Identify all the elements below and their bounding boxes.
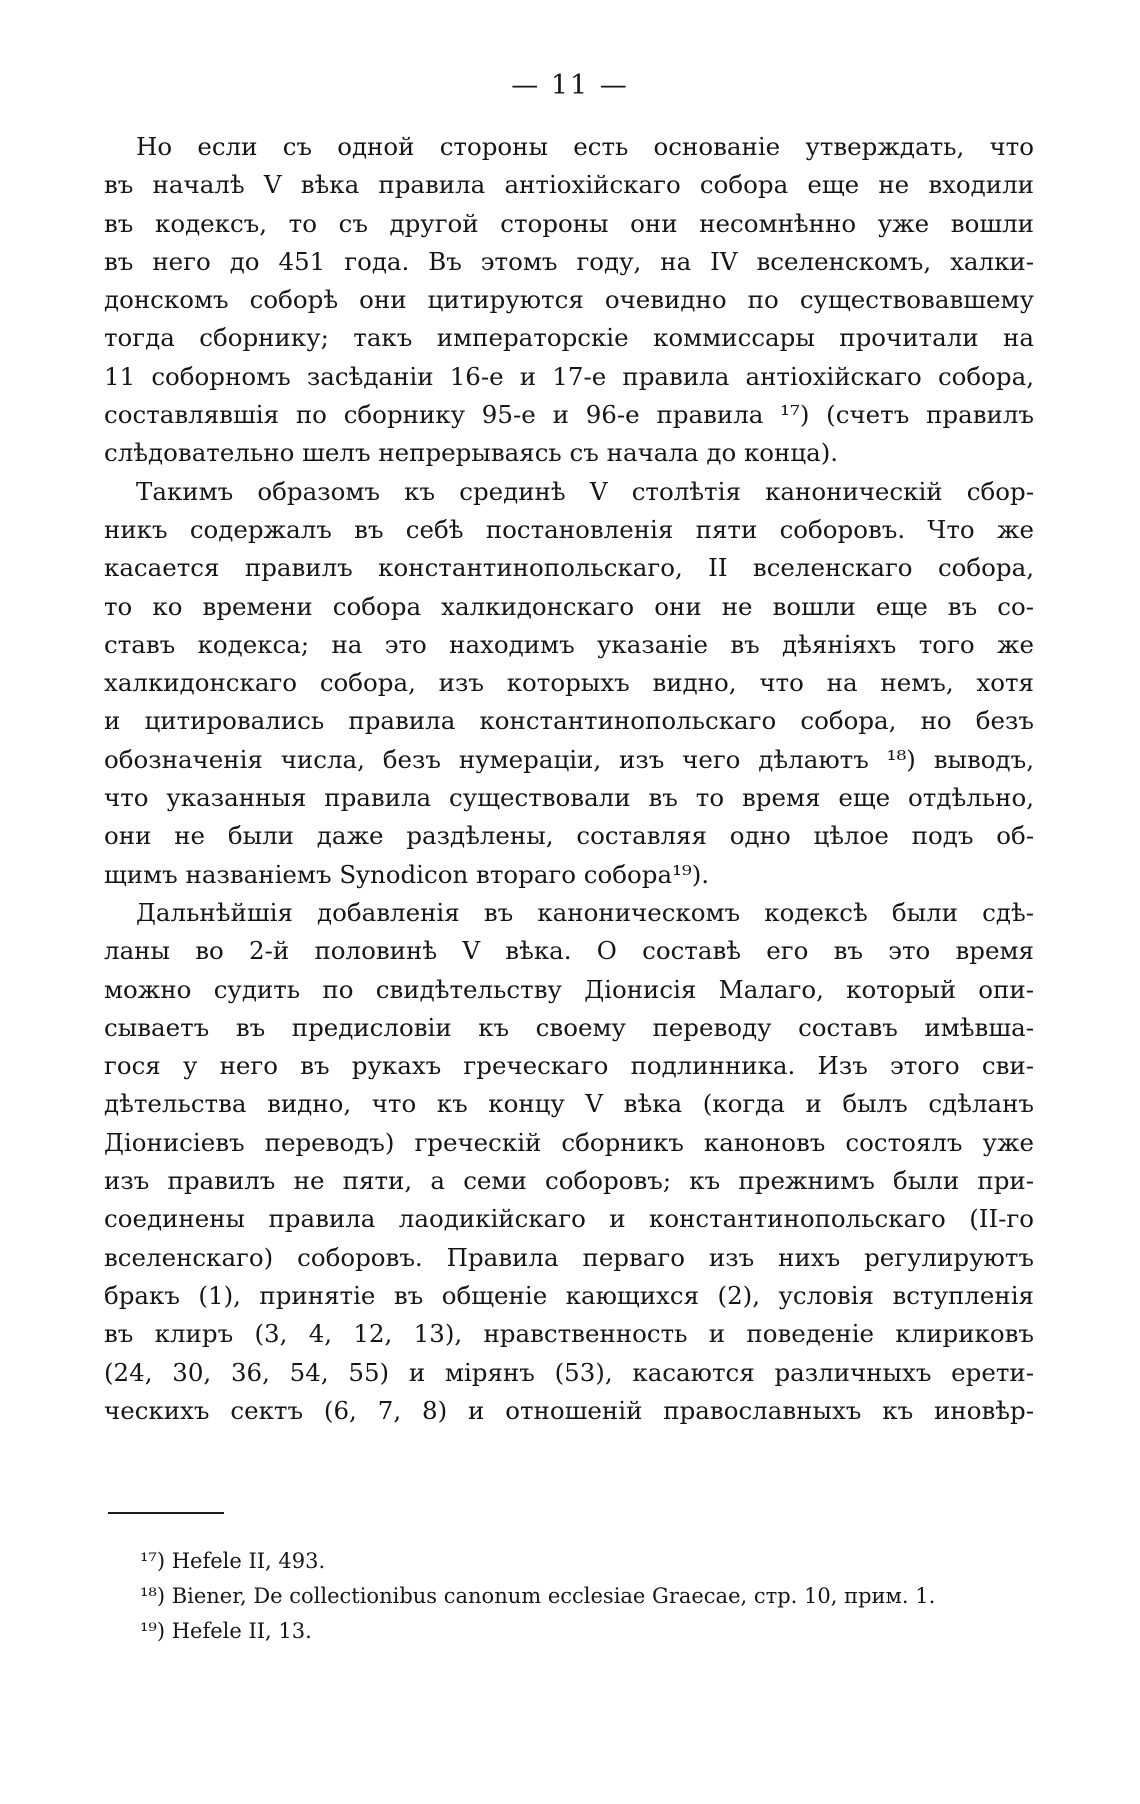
paragraph-3 bbox=[104, 894, 1034, 1430]
text-line: дѣтельства видно, что къ концу V вѣка (когда и былъ сдѣланъ bbox=[104, 1089, 1034, 1119]
text-line: сываетъ въ предисловіи къ своему переводу составъ имѣвша- bbox=[104, 1012, 1034, 1042]
text-line: въ него до 451 года. Въ этомъ году, на IV вселенскомъ, халки- bbox=[104, 246, 1034, 276]
text-line: никъ содержалъ въ себѣ постановленія пяти соборовъ. Что же bbox=[104, 514, 1034, 544]
footnotes bbox=[140, 1544, 1020, 1649]
text-line: въ клиръ (3, 4, 12, 13), нравственность и поведеніе клириковъ bbox=[104, 1319, 1034, 1349]
text-line: ставъ кодекса; на это находимъ указаніе въ дѣяніяхъ того же bbox=[104, 629, 1034, 659]
text-line: можно судить по свидѣтельству Діонисія Малаго, который опи- bbox=[104, 974, 1034, 1004]
text-line: Діонисіевъ переводъ) греческій сборникъ каноновъ состоялъ уже bbox=[104, 1127, 1034, 1157]
text-line: тогда сборнику; такъ императорскіе коммиссары прочитали на bbox=[104, 323, 1034, 353]
text-line: бракъ (1), принятіе въ общеніе кающихся (2), условія вступленія bbox=[104, 1280, 1034, 1310]
page-number: — 11 — bbox=[511, 70, 629, 101]
footnote: ¹⁷) Hefele II, 493. bbox=[140, 1549, 326, 1573]
paragraph-2 bbox=[104, 473, 1034, 894]
text-line: донскомъ соборѣ они цитируются очевидно по существовавшему bbox=[104, 285, 1034, 315]
text-line: въ началѣ V вѣка правила антіохійскаго собора еще не входили bbox=[104, 170, 1034, 200]
text-line: то ко времени собора халкидонскаго они не вошли еще въ со- bbox=[104, 591, 1034, 621]
footnote: ¹⁸) Biener, De collectionibus canonum ecclesiae Graecae, стр. 10, прим. 1. bbox=[140, 1584, 936, 1608]
text-line: ческихъ сектъ (6, 7, 8) и отношеній православныхъ къ иновѣр- bbox=[104, 1395, 1034, 1425]
text-line: они не были даже раздѣлены, составляя одно цѣлое подъ об- bbox=[104, 821, 1034, 851]
footnote: ¹⁹) Hefele II, 13. bbox=[140, 1619, 312, 1643]
text-line: соединены правила лаодикійскаго и константинопольскаго (II-го bbox=[104, 1204, 1034, 1234]
text-line: Но если съ одной стороны есть основаніе утверждать, что bbox=[136, 132, 1034, 161]
text-line: обозначенія числа, безъ нумераціи, изъ чего дѣлаютъ ¹⁸) выводъ, bbox=[104, 744, 1034, 774]
text-line: слѣдовательно шелъ непрерываясь съ начала до конца). bbox=[104, 438, 839, 468]
footnote-divider bbox=[108, 1512, 224, 1514]
text-line: 11 соборномъ засѣданіи 16-е и 17-е правила антіохійскаго собора, bbox=[104, 361, 1034, 391]
text-line: и цитировались правила константинопольскаго собора, но безъ bbox=[104, 706, 1034, 736]
text-line: касается правилъ константинопольскаго, II вселенскаго собора, bbox=[104, 553, 1034, 583]
text-line: изъ правилъ не пяти, а семи соборовъ; къ прежнимъ были при- bbox=[104, 1166, 1034, 1196]
text-line: что указанныя правила существовали въ то время еще отдѣльно, bbox=[104, 783, 1034, 813]
text-line: составлявшія по сборнику 95-е и 96-е правила ¹⁷) (счетъ правилъ bbox=[104, 400, 1034, 430]
text-line: Такимъ образомъ къ срединѣ V столѣтія каноническій сбор- bbox=[136, 476, 1034, 506]
text-line: гося у него въ рукахъ греческаго подлинника. Изъ этого сви- bbox=[104, 1051, 1034, 1081]
text-line: ланы во 2-й половинѣ V вѣка. О составѣ его въ это время bbox=[104, 936, 1034, 966]
text-line: въ кодексъ, то съ другой стороны они несомнѣнно уже вошли bbox=[104, 208, 1034, 238]
text-line: Дальнѣйшія добавленія въ каноническомъ кодексѣ были сдѣ- bbox=[136, 897, 1034, 927]
paragraph-1 bbox=[104, 128, 1034, 473]
text-line: вселенскаго) соборовъ. Правила перваго изъ нихъ регулируютъ bbox=[104, 1242, 1034, 1272]
text-line: щимъ названіемъ Synodicon втораго собора¹⁹). bbox=[104, 859, 710, 889]
body-text bbox=[104, 128, 1034, 1430]
text-line: (24, 30, 36, 54, 55) и мірянъ (53), касаются различныхъ ерети- bbox=[104, 1357, 1034, 1387]
text-line: халкидонскаго собора, изъ которыхъ видно, что на немъ, хотя bbox=[104, 668, 1034, 698]
